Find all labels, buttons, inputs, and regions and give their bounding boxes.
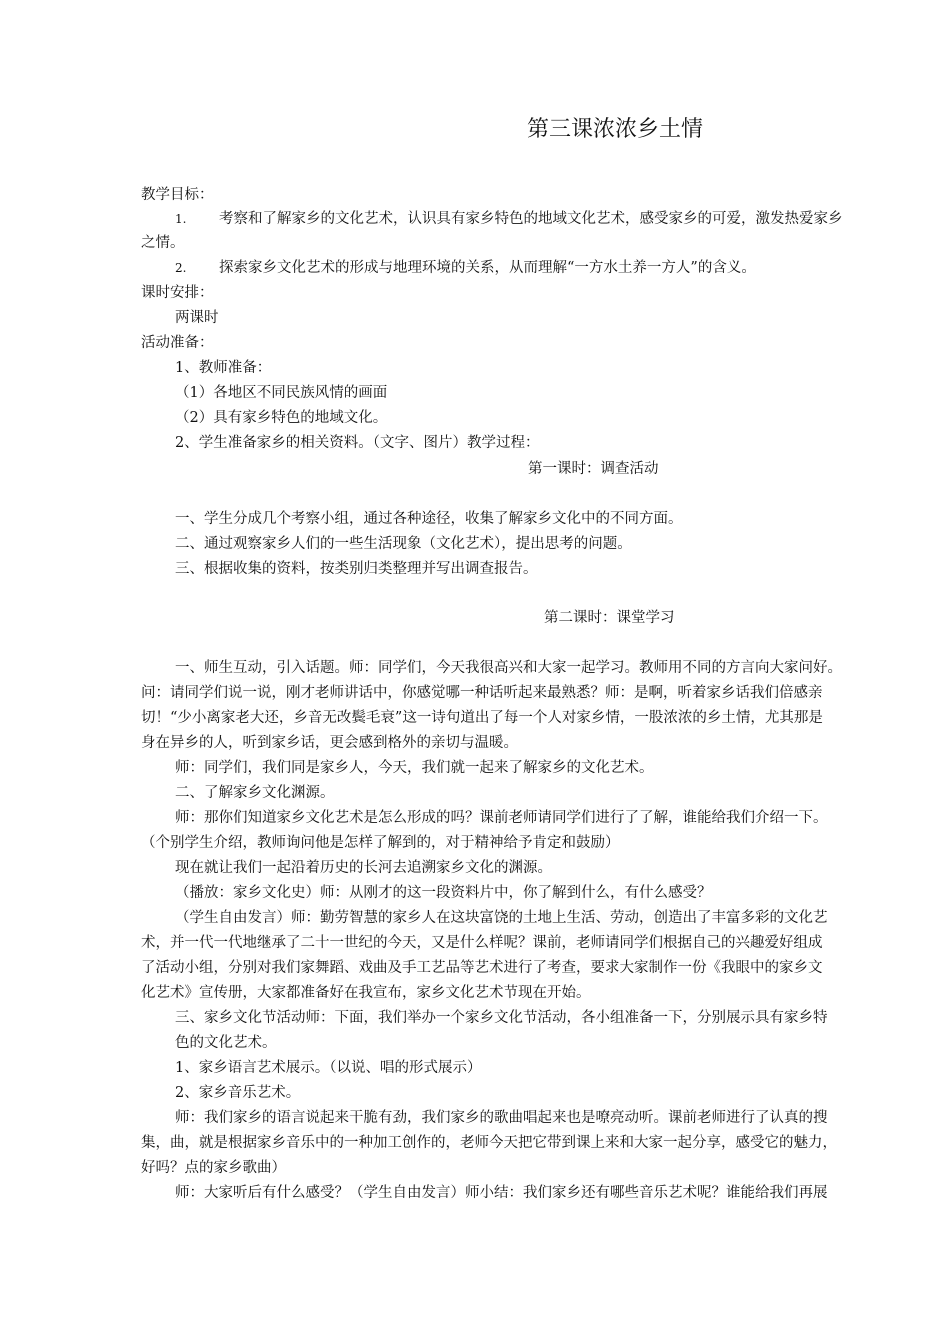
para-7-line-2: 术，并一代一代地继承了二十一世纪的今天，又是什么样呢？课前，老师请同学们根据自己的兴趣爱好组成	[141, 935, 823, 951]
lesson-1-step-2: 二、通过观察家乡人们的一些生活现象（文化艺术），提出思考的问题。	[175, 536, 632, 552]
prep-item-1: 1、教师准备：	[175, 360, 272, 376]
goal-1-text: 考察和了解家乡的文化艺术，认识具有家乡特色的地域文化艺术，感受家乡的可爱，激发热爱家乡	[219, 211, 843, 227]
para-6: （播放：家乡文化史）师：从刚才的这一段资料片中，你了解到什么，有什么感受？	[175, 885, 712, 901]
para-1-line-1: 一、师生互动，引入话题。师：同学们，今天我很高兴和大家一起学习。教师用不同的方言向大家问好。	[175, 660, 842, 676]
para-8-line-2: 色的文化艺术。	[175, 1035, 277, 1051]
goals-heading: 教学目标：	[141, 187, 214, 203]
lesson-1-heading: 第一课时：调查活动	[528, 461, 659, 477]
para-10: 2、家乡音乐艺术。	[175, 1085, 301, 1101]
prep-item-2: 2、学生准备家乡的相关资料。（文字、图片）教学过程：	[175, 435, 540, 451]
schedule-heading: 课时安排：	[141, 285, 214, 301]
lesson-1-step-1: 一、学生分成几个考察小组，通过各种途径，收集了解家乡文化中的不同方面。	[175, 511, 683, 527]
para-7-line-1: （学生自由发言）师：勤劳智慧的家乡人在这块富饶的土地上生活、劳动，创造出了丰富多彩的文化艺	[175, 910, 828, 926]
para-7-line-3: 了活动小组，分别对我们家舞蹈、戏曲及手工艺品等艺术进行了考查，要求大家制作一份《我眼中的家乡文	[141, 960, 823, 976]
para-11-line-3: 好吗？点的家乡歌曲）	[141, 1160, 286, 1176]
goal-1-continued: 之情。	[141, 235, 185, 251]
para-11-line-2: 集，曲，就是根据家乡音乐中的一种加工创作的，老师今天把它带到课上来和大家一起分享，感受它的魅力，	[141, 1135, 837, 1151]
prep-item-1a: （1）各地区不同民族风情的画面	[175, 385, 388, 401]
goal-2	[175, 256, 950, 280]
para-1-line-4: 身在异乡的人，听到家乡话，更会感到格外的亲切与温暖。	[141, 735, 518, 751]
prep-item-1b: （2）具有家乡特色的地域文化。	[175, 410, 388, 426]
para-2: 师：同学们，我们同是家乡人，今天，我们就一起来了解家乡的文化艺术。	[175, 760, 654, 776]
para-3: 二、了解家乡文化渊源。	[175, 785, 335, 801]
para-5: 现在就让我们一起沿着历史的长河去追溯家乡文化的渊源。	[175, 860, 552, 876]
goal-1	[175, 207, 950, 231]
para-12: 师：大家听后有什么感受？（学生自由发言）师小结：我们家乡还有哪些音乐艺术呢？谁能给我们再展	[175, 1185, 828, 1201]
para-7-line-4: 化艺术》宣传册，大家都准备好在我宣布，家乡文化艺术节现在开始。	[141, 985, 591, 1001]
para-1-line-3: 切！“少小离家老大还，乡音无改鬓毛衰”这一诗句道出了每一个人对家乡情，一股浓浓的乡土情，尤其那是	[141, 710, 823, 726]
lesson-2-heading: 第二课时：课堂学习	[544, 610, 675, 626]
goal-2-text: 探索家乡文化艺术的形成与地理环境的关系，从而理解“一方水土养一方人”的含义。	[219, 260, 756, 276]
goal-1-number: 1.	[175, 212, 187, 226]
para-11-line-1: 师：我们家乡的语言说起来干脆有劲，我们家乡的歌曲唱起来也是嘹亮动听。课前老师进行了认真的搜	[175, 1110, 828, 1126]
para-1-line-2: 问：请同学们说一说，刚才老师讲话中，你感觉哪一种话听起来最熟悉？师：是啊，听着家乡话我们倍感亲	[141, 685, 823, 701]
para-4-line-1: 师：那你们知道家乡文化艺术是怎么形成的吗？课前老师请同学们进行了了解，谁能给我们介绍一下。	[175, 810, 828, 826]
goal-2-number: 2.	[175, 261, 187, 275]
para-9: 1、家乡语言艺术展示。（以说、唱的形式展示）	[175, 1060, 482, 1076]
para-4-line-2: （个别学生介绍，教师询问他是怎样了解到的，对于精神给予肯定和鼓励）	[141, 835, 620, 851]
para-8-line-1: 三、家乡文化节活动师：下面，我们举办一个家乡文化节活动，各小组准备一下，分别展示具有家乡特	[175, 1010, 828, 1026]
schedule-text: 两课时	[175, 310, 219, 326]
lesson-1-step-3: 三、根据收集的资料，按类别归类整理并写出调查报告。	[175, 561, 538, 577]
page-title: 第三课浓浓乡土情	[526, 117, 703, 142]
prep-heading: 活动准备：	[141, 335, 214, 351]
